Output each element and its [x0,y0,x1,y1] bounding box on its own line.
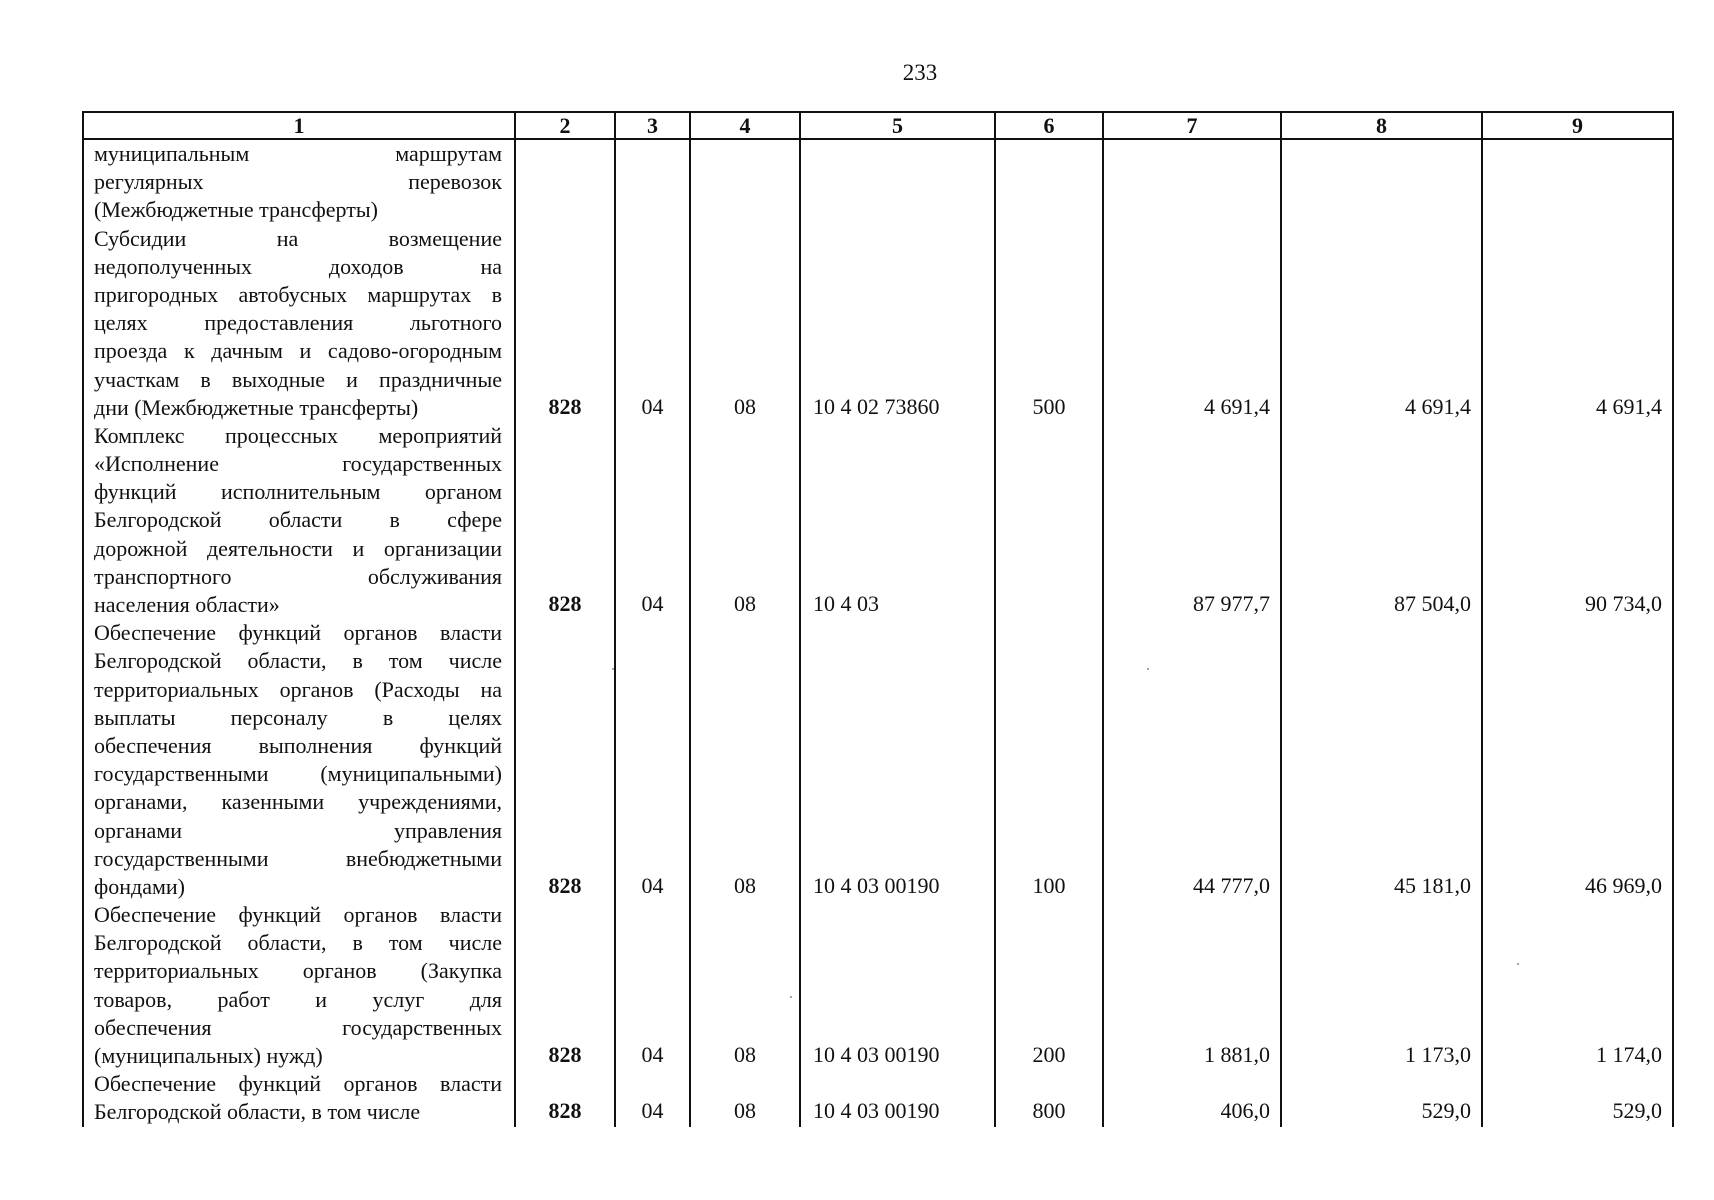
target-article-code: 10 4 03 00190 [800,619,995,901]
expense-type-code: 800 [995,1070,1103,1126]
column-header-3: 3 [615,112,690,139]
table-header [83,112,1673,139]
section-code: 04 [615,1070,690,1126]
table-row [83,619,1673,901]
table-row [83,422,1673,619]
amount-year-1 [1103,139,1281,225]
column-header-9: 9 [1482,112,1673,139]
description-line: проезда к дачным и садово-огородным [94,338,502,364]
amount-year-1: 4 691,4 [1103,225,1281,422]
column-header-2: 2 [515,112,615,139]
amount-year-2: 87 504,0 [1281,422,1482,619]
description-line: регулярных перевозок [94,169,502,195]
subsection-code: 08 [690,422,800,619]
table-row [83,225,1673,422]
subsection-code: 08 [690,225,800,422]
row-description [83,422,515,619]
amount-year-2: 4 691,4 [1281,225,1482,422]
description-line: органами, казенными учреждениями, [94,789,502,815]
column-header-5: 5 [800,112,995,139]
description-line: дни (Межбюджетные трансферты) [94,394,419,420]
description-line: целях предоставления льготного [94,310,502,336]
description-line: транспортного обслуживания [94,563,502,589]
expense-type-code: 200 [995,901,1103,1070]
amount-year-3: 46 969,0 [1482,619,1673,901]
description-line: «Исполнение государственных [94,451,502,477]
description-line: товаров, работ и услуг для [94,986,502,1012]
description-line: Обеспечение функций органов власти [94,1071,502,1097]
table-row [83,901,1673,1070]
description-line: государственными (муниципальными) [94,761,502,787]
row-description [83,225,515,422]
section-code: 04 [615,225,690,422]
description-line: (Межбюджетные трансферты) [94,197,378,223]
subsection-code: 08 [690,619,800,901]
column-header-8: 8 [1281,112,1482,139]
target-article-code [800,139,995,225]
description-line: функций исполнительным органом [94,479,502,505]
section-code: 04 [615,619,690,901]
expense-type-code: 500 [995,225,1103,422]
description-line: Белгородской области в сфере [94,507,502,533]
column-header-4: 4 [690,112,800,139]
description-line: органами управления [94,817,502,843]
description-line: населения области» [94,592,280,617]
expense-type-code: 100 [995,619,1103,901]
column-header-1: 1 [83,112,515,139]
description-line: Обеспечение функций органов власти [94,620,502,646]
amount-year-2: 45 181,0 [1281,619,1482,901]
subsection-code [690,139,800,225]
description-line: обеспечения государственных [94,1014,502,1040]
amount-year-2: 529,0 [1281,1070,1482,1126]
page-number: 233 [902,60,938,85]
description-line: (муниципальных) нужд) [94,1043,323,1068]
target-article-code: 10 4 03 00190 [800,901,995,1070]
expense-type-code [995,139,1103,225]
description-line: муниципальным маршрутам [94,141,502,166]
description-line: Белгородской области, в том числе [94,1099,421,1125]
subsection-code: 08 [690,901,800,1070]
description-line: недополученных доходов на [94,253,502,279]
budget-table [82,111,1674,1127]
amount-year-1: 87 977,7 [1103,422,1281,619]
section-code: 04 [615,901,690,1070]
amount-year-2: 1 173,0 [1281,901,1482,1070]
amount-year-2 [1281,139,1482,225]
description-line: территориальных органов (Расходы на [94,676,502,702]
subsection-code: 08 [690,1070,800,1126]
chapter-code [515,139,615,225]
scan-speck [1517,963,1519,965]
section-code: 04 [615,422,690,619]
description-line: дорожной деятельности и организации [94,535,502,561]
description-line: обеспечения выполнения функций [94,732,502,758]
amount-year-3: 529,0 [1482,1070,1673,1126]
expense-type-code [995,422,1103,619]
scan-speck [612,668,614,670]
amount-year-3: 90 734,0 [1482,422,1673,619]
column-header-7: 7 [1103,112,1281,139]
target-article-code: 10 4 03 00190 [800,1070,995,1126]
amount-year-1: 1 881,0 [1103,901,1281,1070]
row-description [83,1070,515,1126]
description-line: Обеспечение функций органов власти [94,902,502,928]
chapter-code: 828 [515,619,615,901]
scan-speck [790,996,792,998]
description-line: участкам в выходные и праздничные [94,366,502,392]
scan-speck [1147,668,1149,670]
chapter-code: 828 [515,422,615,619]
section-code [615,139,690,225]
row-description [83,901,515,1070]
row-description [83,619,515,901]
amount-year-3 [1482,139,1673,225]
description-line: Комплекс процессных мероприятий [94,422,502,448]
description-line: государственными внебюджетными [94,845,502,871]
description-line: Белгородской области, в том числе [94,648,502,674]
amount-year-3: 4 691,4 [1482,225,1673,422]
description-line: территориальных органов (Закупка [94,958,502,984]
description-line: Субсидии на возмещение [94,225,502,251]
table-body [83,139,1673,1127]
target-article-code: 10 4 03 [800,422,995,619]
amount-year-3: 1 174,0 [1482,901,1673,1070]
description-line: фондами) [94,873,186,899]
header-row [83,112,1673,139]
chapter-code: 828 [515,901,615,1070]
table-row [83,139,1673,225]
column-header-6: 6 [995,112,1103,139]
amount-year-1: 406,0 [1103,1070,1281,1126]
chapter-code: 828 [515,225,615,422]
chapter-code: 828 [515,1070,615,1126]
target-article-code: 10 4 02 73860 [800,225,995,422]
table-row [83,1070,1673,1126]
description-line: выплаты персоналу в целях [94,704,502,730]
amount-year-1: 44 777,0 [1103,619,1281,901]
row-description [83,139,515,225]
description-line: Белгородской области, в том числе [94,930,502,956]
description-line: пригородных автобусных маршрутах в [94,281,502,307]
